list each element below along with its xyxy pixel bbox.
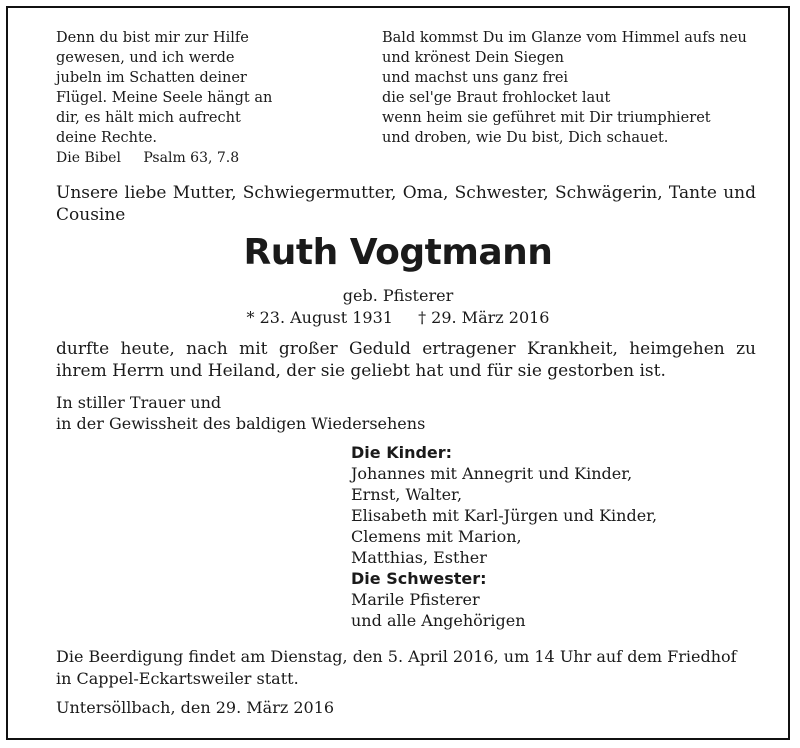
family-member: Elisabeth mit Karl-Jürgen und Kinder, — [351, 506, 658, 525]
death-date: † 29. März 2016 — [418, 308, 550, 327]
birth-name: geb. Pfisterer — [342, 286, 454, 305]
verse-line: wenn heim sie geführet mit Dir triumphieret — [382, 110, 711, 126]
family-list — [351, 442, 657, 631]
verse-line: Flügel. Meine Seele hängt an — [56, 90, 273, 106]
verse-source — [56, 150, 257, 166]
hymn-verse — [382, 28, 782, 148]
place-date: Untersöllbach, den 29. März 2016 — [56, 698, 335, 717]
mourning-line: in der Gewissheit des baldigen Wiedersehens — [56, 414, 426, 433]
mourning-line: In stiller Trauer und — [56, 393, 222, 412]
birth-date: * 23. August 1931 — [246, 308, 393, 327]
family-member: Marile Pfisterer — [351, 590, 480, 609]
bible-verse — [56, 28, 316, 148]
children-heading: Die Kinder: — [351, 443, 453, 462]
deceased-name: Ruth Vogtmann — [243, 232, 553, 273]
source-book: Die Bibel — [56, 150, 121, 166]
source-reference: Psalm 63, 7.8 — [143, 150, 240, 166]
obituary-notice — [6, 6, 790, 740]
verse-line: Bald kommst Du im Glanze vom Himmel aufs neu — [382, 30, 747, 46]
intro-text: Unsere liebe Mutter, Schwiegermutter, Oma, Schwester, Schwägerin, Tante und Cousine — [56, 183, 756, 225]
verse-line: deine Rechte. — [56, 130, 158, 146]
body-text: durfte heute, nach mit großer Geduld ertragener Krankheit, heimgehen zu ihrem Herrn und Heiland, der sie geliebt hat und für sie gestorben ist. — [56, 339, 756, 381]
verse-line: dir, es hält mich aufrecht — [56, 110, 241, 126]
verse-line: gewesen, und ich werde — [56, 50, 235, 66]
family-member: und alle Angehörigen — [351, 611, 526, 630]
mourning-text — [56, 392, 425, 434]
family-member: Matthias, Esther — [351, 548, 487, 567]
verse-line: jubeln im Schatten deiner — [56, 70, 247, 86]
verse-line: und machst uns ganz frei — [382, 70, 569, 86]
sister-heading: Die Schwester: — [351, 569, 487, 588]
family-member: Clemens mit Marion, — [351, 527, 522, 546]
family-member: Johannes mit Annegrit und Kinder, — [351, 464, 633, 483]
verse-line: die sel'ge Braut frohlocket laut — [382, 90, 611, 106]
verse-line: Denn du bist mir zur Hilfe — [56, 30, 249, 46]
life-dates — [8, 308, 788, 327]
family-member: Ernst, Walter, — [351, 485, 463, 504]
verse-line: und krönest Dein Siegen — [382, 50, 564, 66]
funeral-info: Die Beerdigung findet am Dienstag, den 5. April 2016, um 14 Uhr auf dem Friedhof in Cappel-Eckartsweiler statt. — [56, 647, 737, 688]
verse-line: und droben, wie Du bist, Dich schauet. — [382, 130, 669, 146]
